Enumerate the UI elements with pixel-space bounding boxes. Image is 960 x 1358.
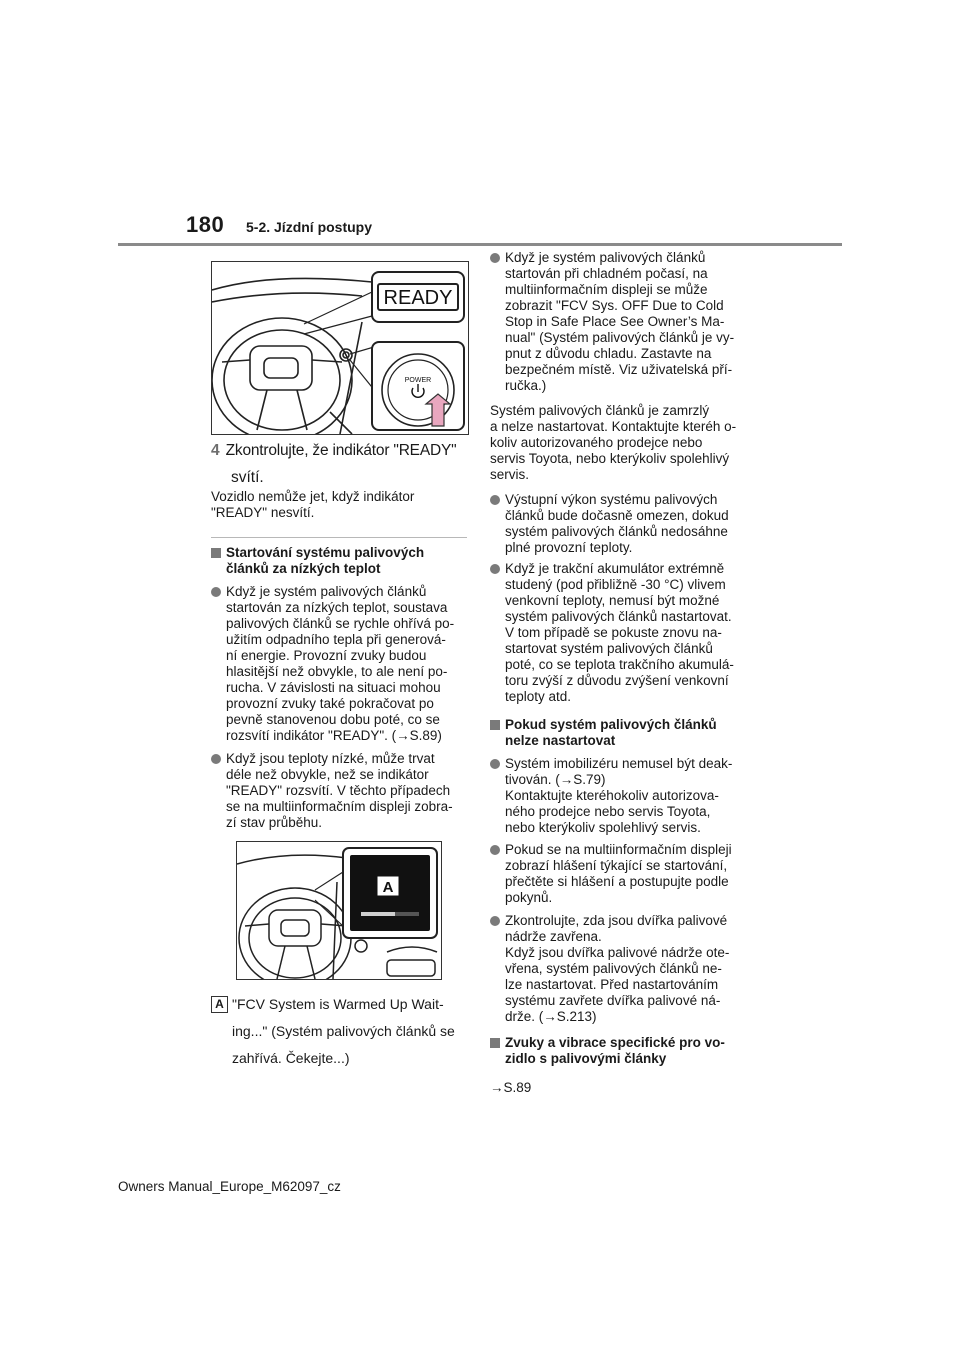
bullet-line: Pokud se na multiinformačním displeji (505, 842, 732, 857)
heading-cold-start (211, 545, 486, 577)
power-button-label: POWER (404, 377, 432, 384)
bullet-line: Když je systém palivových článků (505, 250, 706, 265)
bullet-line: pokynů. (505, 890, 553, 905)
paragraph-frozen-system (490, 403, 760, 483)
paragraph-line: koliv autorizovaného prodejce nebo (490, 435, 703, 450)
bullet-line: drže. (→S.213) (505, 1009, 597, 1024)
bullet-line: systému zavřete dvířka palivové ná- (505, 993, 721, 1008)
bullet-line: rucha. V závislosti na situaci mohou (226, 680, 441, 695)
caption-label-box: A (211, 996, 228, 1013)
figure-multi-info-display (236, 841, 442, 980)
bullet-line: poté, co se teplota trakčního akumulá- (505, 657, 734, 672)
heading-sounds-vibrations (490, 1035, 775, 1067)
heading-line: Zvuky a vibrace specifické pro vo- (505, 1035, 725, 1050)
bullet-line: ručka.) (505, 378, 547, 393)
bullet-line: systém palivových článků nastartovat. (505, 609, 732, 624)
bullet-line: zí stav průběhu. (226, 815, 323, 830)
bullet-line: déle než obvykle, než se indikátor (226, 767, 429, 782)
bullet-line: ní energie. Provozní zvuky budou (226, 648, 427, 663)
heading-line: zidlo s palivovými články (505, 1051, 667, 1066)
bullet-line: palivových článků se rychle ohřívá po- (226, 616, 455, 631)
reference-link: →S.89 (490, 1080, 532, 1095)
note-line: "READY" nesvítí. (211, 505, 315, 520)
page-number: 180 (186, 212, 225, 237)
bullet-line: Kontaktujte kteréhokoliv autorizova- (505, 788, 719, 803)
bullet-fuel-door (490, 913, 775, 1025)
bullet-line: zobrazí hlášení týkající se startování, (505, 858, 728, 873)
warm-up-progress-bar (361, 912, 395, 916)
bullet-line: venkovní teploty, nemusí být možné (505, 593, 720, 608)
step-text-line: Zkontrolujte, že indikátor "READY" (225, 442, 457, 459)
bullet-line: pevně stanovenou dobu poté, co se (226, 712, 440, 727)
bullet-line: ného prodejce nebo servis Toyota, (505, 804, 711, 819)
bullet-line: bezpečném místě. Viz uživatelská pří- (505, 362, 733, 377)
display-drawing (237, 842, 441, 979)
ready-indicator-label: READY (383, 287, 453, 309)
bullet-line: vřena, systém palivových článků ne- (505, 961, 722, 976)
heading-line: nelze nastartovat (505, 733, 616, 748)
step-number: 4 (211, 442, 220, 459)
note-line: Vozidlo nemůže jet, když indikátor (211, 489, 415, 504)
bullet-line: teploty atd. (505, 689, 572, 704)
bullet-line: V tom případě se pokuste znovu na- (505, 625, 722, 640)
bullet-line: startovat systém palivových článků (505, 641, 713, 656)
bullet-line: článků bude dočasně omezen, dokud (505, 508, 729, 523)
bullet-line: Systém imobilizéru nemusel být deak- (505, 756, 733, 771)
heading-line: článků za nízkých teplot (226, 561, 381, 576)
bullet-line: Když je systém palivových článků (226, 584, 427, 599)
header-rule (118, 243, 842, 246)
bullet-line: provozní zvuky také pokračovat po (226, 696, 434, 711)
caption-line: zahřívá. Čekejte...) (232, 1050, 350, 1066)
bullet-line: zobrazit "FCV Sys. OFF Due to Cold (505, 298, 724, 313)
paragraph-line: servis. (490, 467, 530, 482)
figure-ready-power-illustration (211, 261, 469, 435)
caption-a (232, 991, 472, 1072)
bullet-line: Když je trakční akumulátor extrémně (505, 561, 725, 576)
footer-text: Owners Manual_Europe_M62097_cz (118, 1179, 341, 1194)
bullet-line: rozsvítí indikátor "READY". (→S.89) (226, 728, 442, 743)
heading-cannot-start (490, 717, 775, 749)
bullet-limited-output (490, 492, 775, 556)
paragraph-line: Systém palivových článků je zamrzlý (490, 403, 710, 418)
step-4 (211, 437, 471, 491)
bullet-line: Zkontrolujte, zda jsou dvířka palivové (505, 913, 728, 928)
bullet-line: užitím odpadního tepla při generová- (226, 632, 446, 647)
bullet-cold-traction-battery (490, 561, 775, 705)
ready-note (211, 489, 471, 521)
bullet-line: nual" (Systém palivových článků je vy- (505, 330, 735, 345)
bullet-line: multiinformačním displeji se může (505, 282, 708, 297)
bullet-cold-start-delay (211, 751, 486, 831)
bullet-cold-weather-message (490, 250, 775, 394)
caption-line: ing..." (Systém palivových článků se (232, 1023, 455, 1039)
bullet-line: Výstupní výkon systému palivových (505, 492, 718, 507)
step-text-line: svítí. (231, 469, 264, 486)
caption-line: "FCV System is Warmed Up Wait- (232, 996, 444, 1012)
bullet-line: systém palivových článků nedosáhne (505, 524, 728, 539)
bullet-line: plné provozní teploty. (505, 540, 633, 555)
section-title: 5-2. Jízdní postupy (246, 219, 373, 235)
dashboard-drawing (212, 262, 468, 434)
separator-rule (211, 537, 467, 538)
paragraph-line: a nelze nastartovat. Kontaktujte kteréh o- (490, 419, 737, 434)
bullet-immobilizer (490, 756, 775, 836)
bullet-line: nádrže zavřena. (505, 929, 602, 944)
heading-line: Startování systému palivových (226, 545, 425, 560)
bullet-line: nebo kterýkoliv spolehlivý servis. (505, 820, 701, 835)
heading-line: Pokud systém palivových článků (505, 717, 717, 732)
bullet-line: Když jsou dvířka palivové nádrže ote- (505, 945, 730, 960)
bullet-start-message (490, 842, 775, 906)
bullet-line: pnut z důvodu chladu. Zastavte na (505, 346, 712, 361)
bullet-line: přečtěte si hlášení a postupujte podle (505, 874, 729, 889)
display-callout-letter: A (382, 879, 394, 896)
bullet-line: tivován. (→S.79) (505, 772, 606, 787)
bullet-line: "READY" rozsvítí. V těchto případech (226, 783, 451, 798)
bullet-line: se na multiinformačním displeji zobra- (226, 799, 453, 814)
bullet-line: studený (pod přibližně -30 °C) vlivem (505, 577, 726, 592)
bullet-line: Stop in Safe Place See Owner’s Ma- (505, 314, 725, 329)
bullet-line: lze nastartovat. Před nastartováním (505, 977, 719, 992)
bullet-line: Když jsou teploty nízké, může trvat (226, 751, 435, 766)
bullet-line: hlasitější než obvykle, to ale není po- (226, 664, 448, 679)
bullet-cold-start-noise (211, 584, 486, 744)
paragraph-line: servis Toyota, nebo kterýkoliv spolehlivý (490, 451, 730, 466)
bullet-line: startován za nízkých teplot, soustava (226, 600, 448, 615)
bullet-line: toru zvýší z důvodu zvýšení venkovní (505, 673, 729, 688)
bullet-line: startován při chladném počasí, na (505, 266, 708, 281)
